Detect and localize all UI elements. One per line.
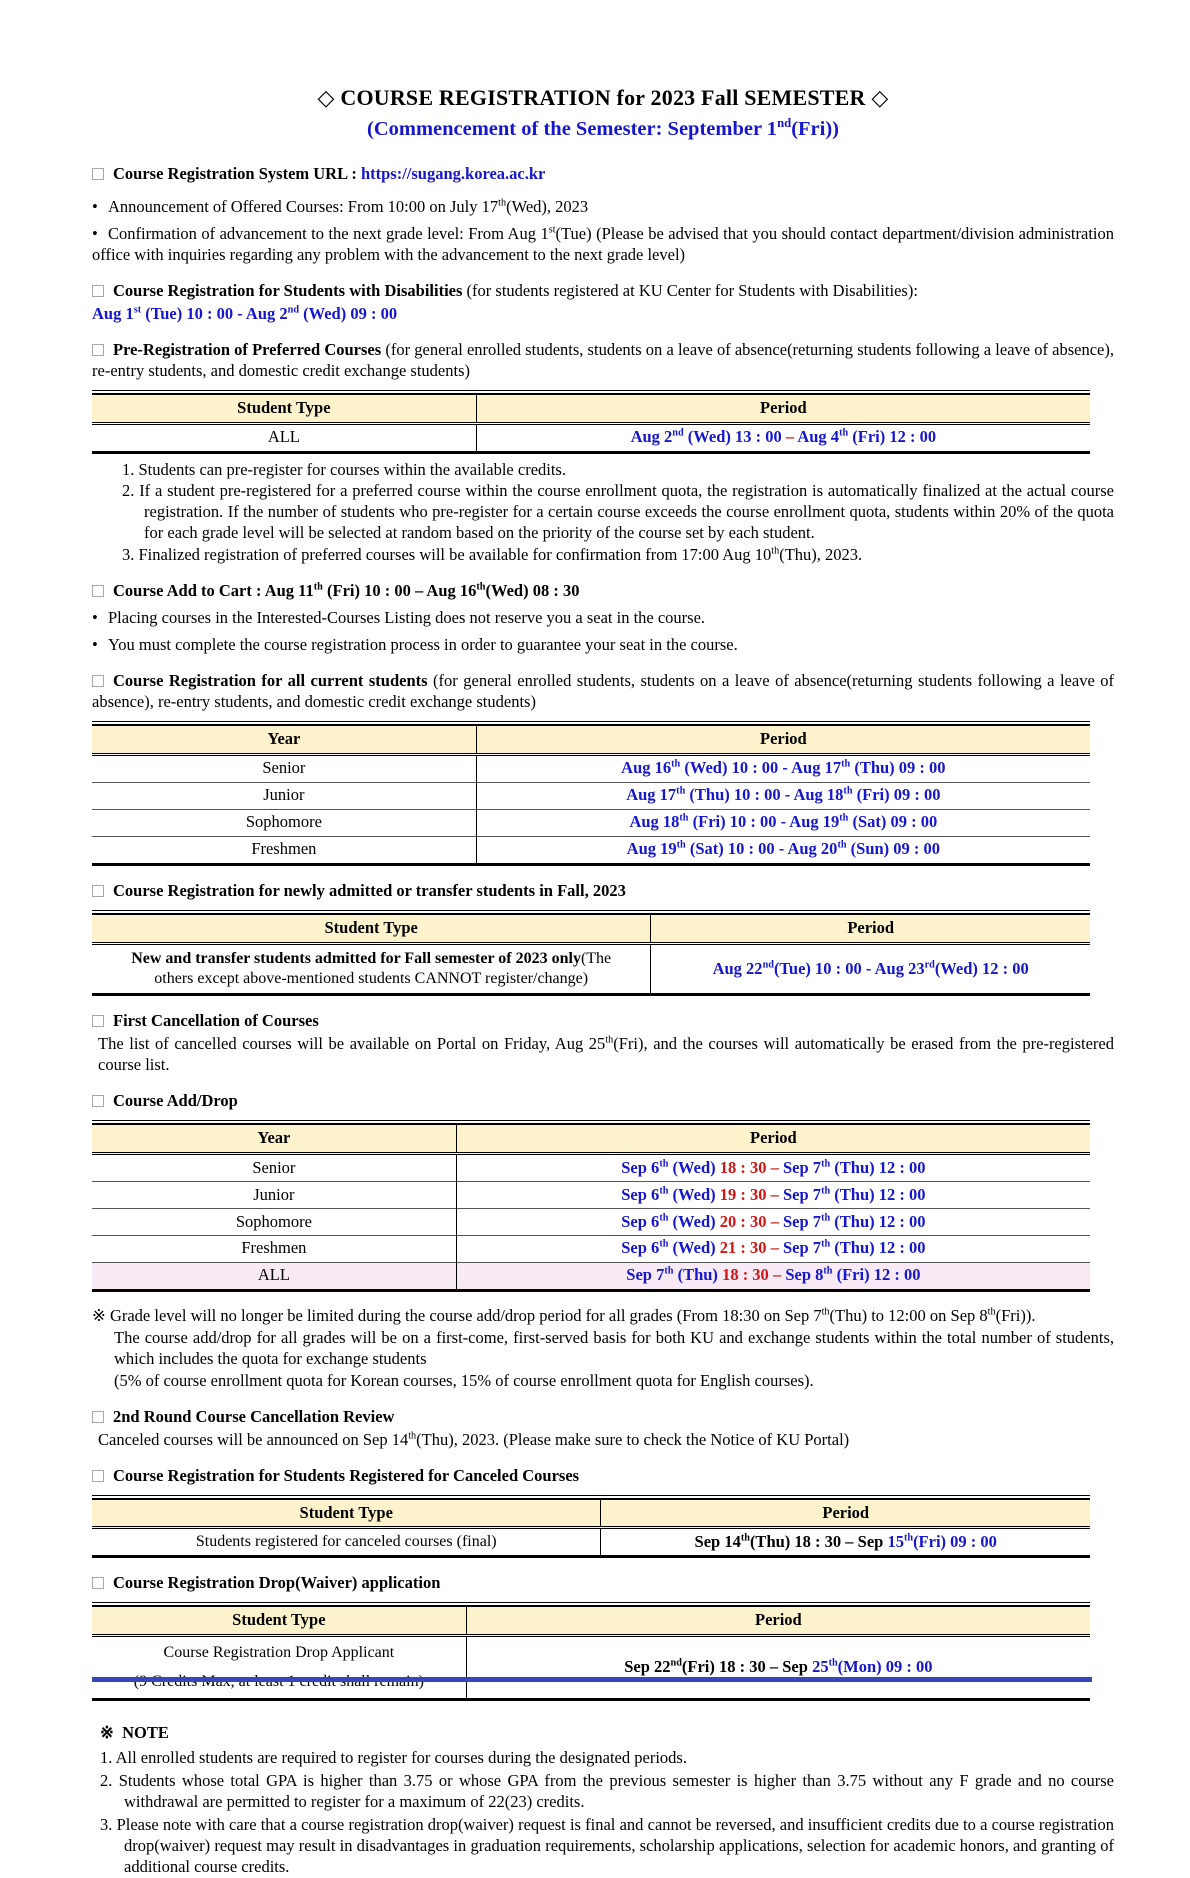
canceled-table	[92, 1495, 1090, 1559]
cell-period: Aug 17th (Thu) 10 : 00 - Aug 18th (Fri) 09 : 00	[476, 782, 1090, 809]
note-item-3: 3. Please note with care that a course registration drop(waiver) request is final and cannot be reversed, and insufficient credits due to a course registration drop(waiver) request may result in disadvantages in graduation requirements, scholarship applications, selection for academic honors, and granting of additional course credits.	[100, 1814, 1114, 1876]
grade-note-line-1: ※ Grade level will no longer be limited during the course add/drop period for all grades (From 18:30 on Sep 7th(Thu) to 12:00 on Sep 8th(Fri)).	[92, 1305, 1036, 1325]
checkbox-icon	[92, 285, 104, 297]
cell-student-type: New and transfer students admitted for Fall semester of 2023 only(The others except above-mentioned students CANNOT register/change)	[92, 943, 651, 995]
cell-period: Sep 6th (Wed) 21 : 30 – Sep 7th (Thu) 12 : 00	[456, 1235, 1090, 1262]
drop-waiver-table	[92, 1602, 1090, 1701]
section-drop-waiver	[92, 1573, 1114, 1594]
checkbox-icon	[92, 675, 104, 687]
cell-period: Aug 22nd(Tue) 10 : 00 - Aug 23rd(Wed) 12 : 00	[712, 958, 1029, 978]
add-drop-heading: Course Add/Drop	[113, 1091, 238, 1111]
newly-heading: Course Registration for newly admitted or transfer students in Fall, 2023	[113, 880, 626, 900]
table-row	[92, 836, 1090, 864]
add-to-cart-heading: Course Add to Cart	[113, 581, 252, 601]
note-item-2: 2. Students whose total GPA is higher than 3.75 or whose GPA from the previous semester is higher than 3.75 without any F grade and no course withdrawal are permitted to register for a maximum of 22(23) credits.	[100, 1770, 1114, 1811]
cell-year: Senior	[92, 1154, 456, 1182]
prereg-note-3: 3. Finalized registration of preferred courses will be available for confirmation from 17:00 Aug 10th(Thu), 2023.	[122, 545, 863, 565]
bullet-offered-courses: • Announcement of Offered Courses: From 10:00 on July 17th(Wed), 2023	[92, 196, 589, 216]
prereg-heading: Pre-Registration of Preferred Courses	[113, 339, 382, 359]
column-header-student-type: Student Type	[92, 1606, 466, 1635]
cell-period: Aug 2nd (Wed) 13 : 00 – Aug 4th (Fri) 12 : 00	[630, 427, 937, 447]
column-header-student-type: Student Type	[92, 394, 476, 423]
disabilities-period: Aug 1st (Tue) 10 : 00 - Aug 2nd (Wed) 09 : 00	[92, 303, 398, 323]
prereg-notes	[122, 460, 1114, 567]
section-canceled-courses	[92, 1466, 1114, 1487]
cell-year: Junior	[92, 1182, 456, 1209]
table-row	[92, 1636, 1090, 1700]
cell-year: Sophomore	[92, 1209, 456, 1236]
current-tail: (for general enrolled students, students on a leave of absence(returning students following a leave of absence), re-entry students, and domestic credit exchange students)	[92, 671, 1114, 712]
grade-note-line-3: (5% of course enrollment quota for Korean courses, 15% of course enrollment quota for English courses).	[114, 1370, 814, 1390]
first-cancel-body: The list of cancelled courses will be available on Portal on Friday, Aug 25th(Fri), and the courses will automatically be erased from the pre-registered course list.	[98, 1034, 1114, 1075]
checkbox-icon	[92, 344, 104, 356]
section-prereg	[92, 340, 1114, 382]
current-heading: Course Registration for all current students	[113, 671, 428, 691]
cell-period: Sep 14th(Thu) 18 : 30 – Sep 15th(Fri) 09 : 00	[694, 1531, 997, 1551]
bullet-icon: •	[92, 608, 98, 628]
cell-year: Freshmen	[92, 836, 476, 864]
cell-year: Sophomore	[92, 809, 476, 836]
section-first-cancellation	[92, 1011, 1114, 1076]
note-marker: ※	[100, 1722, 114, 1742]
canceled-heading: Course Registration for Students Registered for Canceled Courses	[113, 1465, 580, 1485]
second-round-heading: 2nd Round Course Cancellation Review	[113, 1406, 395, 1426]
cell-student-type: ALL	[92, 423, 476, 452]
current-table	[92, 721, 1090, 866]
checkbox-icon	[92, 1577, 104, 1589]
bullet-icon: •	[92, 635, 98, 655]
disabilities-heading: Course Registration for Students with Disabilities	[113, 280, 463, 300]
section-newly-admitted	[92, 881, 1114, 902]
cell-student-type: Students registered for canceled courses (final)	[92, 1528, 601, 1557]
bullet-cart-2: • You must complete the course registration process in order to guarantee your seat in the course.	[92, 635, 738, 655]
bullet-cart-1: • Placing courses in the Interested-Courses Listing does not reserve you a seat in the course.	[92, 608, 706, 628]
checkbox-icon	[92, 168, 104, 180]
bottom-cutoff-bar	[92, 1677, 1092, 1682]
cell-period: Sep 22nd(Fri) 18 : 30 – Sep 25th(Mon) 09 : 00	[624, 1657, 933, 1677]
checkbox-icon	[92, 885, 104, 897]
grade-note-line-2: The course add/drop for all grades will be on a first-come, first-served basis for both KU and exchange students within the total number of students, which includes the quota for exchange students	[114, 1327, 1114, 1368]
column-header-student-type: Student Type	[92, 914, 651, 943]
cell-period: Aug 19th (Sat) 10 : 00 - Aug 20th (Sun) 09 : 00	[476, 836, 1090, 864]
table-row	[92, 809, 1090, 836]
cell-period: Aug 18th (Fri) 10 : 00 - Aug 19th (Sat) 09 : 00	[476, 809, 1090, 836]
table-row	[92, 754, 1090, 782]
disabilities-tail: (for students registered at KU Center for Students with Disabilities):	[462, 280, 918, 300]
checkbox-icon	[92, 585, 104, 597]
second-round-body: Canceled courses will be announced on Sep 14th(Thu), 2023. (Please make sure to check the Notice of KU Portal)	[98, 1429, 850, 1449]
cell-year: Junior	[92, 782, 476, 809]
column-header-period: Period	[476, 725, 1090, 754]
section-second-round	[92, 1407, 1114, 1451]
table-row	[92, 943, 1090, 995]
column-header-period: Period	[466, 1606, 1090, 1635]
cell-period: Sep 6th (Wed) 20 : 30 – Sep 7th (Thu) 12 : 00	[456, 1209, 1090, 1236]
column-header-period: Period	[601, 1499, 1090, 1528]
table-row	[92, 1528, 1090, 1557]
add-drop-table	[92, 1120, 1090, 1292]
cell-period: Sep 6th (Wed) 19 : 30 – Sep 7th (Thu) 12 : 00	[456, 1182, 1090, 1209]
cell-year: ALL	[92, 1262, 456, 1290]
registration-url-link[interactable]: https://sugang.korea.ac.kr	[360, 163, 546, 183]
drop-waiver-heading: Course Registration Drop(Waiver) application	[113, 1573, 441, 1593]
checkbox-icon	[92, 1411, 104, 1423]
grade-level-note	[92, 1306, 1114, 1392]
bullet-advancement: • Confirmation of advancement to the next grade level: From Aug 1st(Tue) (Please be advised that you should contact department/division administration office with inquiries regarding any problem with the advancement to the next grade level)	[92, 223, 1114, 264]
cell-period: Aug 16th (Wed) 10 : 00 - Aug 17th (Thu) 09 : 00	[621, 758, 946, 778]
column-header-year: Year	[92, 725, 476, 754]
drop-applicant-line-1: Course Registration Drop Applicant	[163, 1644, 395, 1662]
checkbox-icon	[92, 1470, 104, 1482]
section-add-to-cart: Course Add to Cart : Aug 11th (Fri) 10 : 00 – Aug 16th(Wed) 08 : 30	[92, 581, 1114, 602]
newly-table	[92, 910, 1090, 997]
cell-year: Senior	[92, 754, 476, 782]
checkbox-icon	[92, 1095, 104, 1107]
table-row	[92, 1182, 1090, 1209]
table-row-all-highlighted	[92, 1262, 1090, 1290]
prereg-table	[92, 390, 1090, 454]
section-disabilities	[92, 281, 1114, 325]
cell-year: Freshmen	[92, 1235, 456, 1262]
table-row	[92, 1209, 1090, 1236]
note-heading: ※ NOTE	[100, 1722, 169, 1742]
cell-period: Sep 7th (Thu) 18 : 30 – Sep 8th (Fri) 12 : 00	[456, 1262, 1090, 1290]
column-header-period: Period	[651, 914, 1090, 943]
table-row	[92, 1154, 1090, 1182]
prereg-tail: (for general enrolled students, students on a leave of absence(returning students following a leave of absence), re-entry students, and domestic credit exchange students)	[92, 339, 1114, 380]
cell-period: Sep 6th (Wed) 18 : 30 – Sep 7th (Thu) 12 : 00	[621, 1157, 926, 1177]
spacer	[96, 1664, 462, 1672]
bullet-icon: •	[92, 223, 98, 243]
checkbox-icon	[92, 1015, 104, 1027]
prereg-note-1: 1. Students can pre-register for courses within the available credits.	[122, 459, 566, 479]
section-url	[92, 164, 1114, 185]
bullet-icon: •	[92, 196, 98, 216]
note-item-1: 1. All enrolled students are required to register for courses during the designated periods.	[100, 1747, 687, 1767]
page-subtitle: (Commencement of the Semester: September 1nd(Fri))	[367, 116, 839, 140]
section-current-students	[92, 671, 1114, 713]
add-to-cart-period: Aug 11th (Fri) 10 : 00 – Aug 16th(Wed) 08 : 30	[264, 581, 580, 601]
prereg-note-2: 2. If a student pre-registered for a preferred course within the course enrollment quota, the registration is automatically finalized at the actual course registration. If the number of students who pre-register for a certain course exceeds the course enrollment quota, students within 20% of the quota for each grade level will be selected at random based on the priority of the course set by each student.	[122, 481, 1114, 543]
column-header-year: Year	[92, 1124, 456, 1153]
page-title: ◇ COURSE REGISTRATION for 2023 Fall SEMESTER ◇	[317, 85, 889, 110]
column-header-student-type: Student Type	[92, 1499, 601, 1528]
note-list	[92, 1748, 1114, 1878]
table-row	[92, 1235, 1090, 1262]
cell-student-type	[92, 1636, 466, 1700]
column-header-period: Period	[456, 1124, 1090, 1153]
url-label: Course Registration System URL :	[113, 163, 361, 183]
section-add-drop	[92, 1091, 1114, 1112]
first-cancel-heading: First Cancellation of Courses	[113, 1011, 319, 1031]
column-header-period: Period	[476, 394, 1090, 423]
table-row	[92, 423, 1090, 452]
table-row	[92, 782, 1090, 809]
